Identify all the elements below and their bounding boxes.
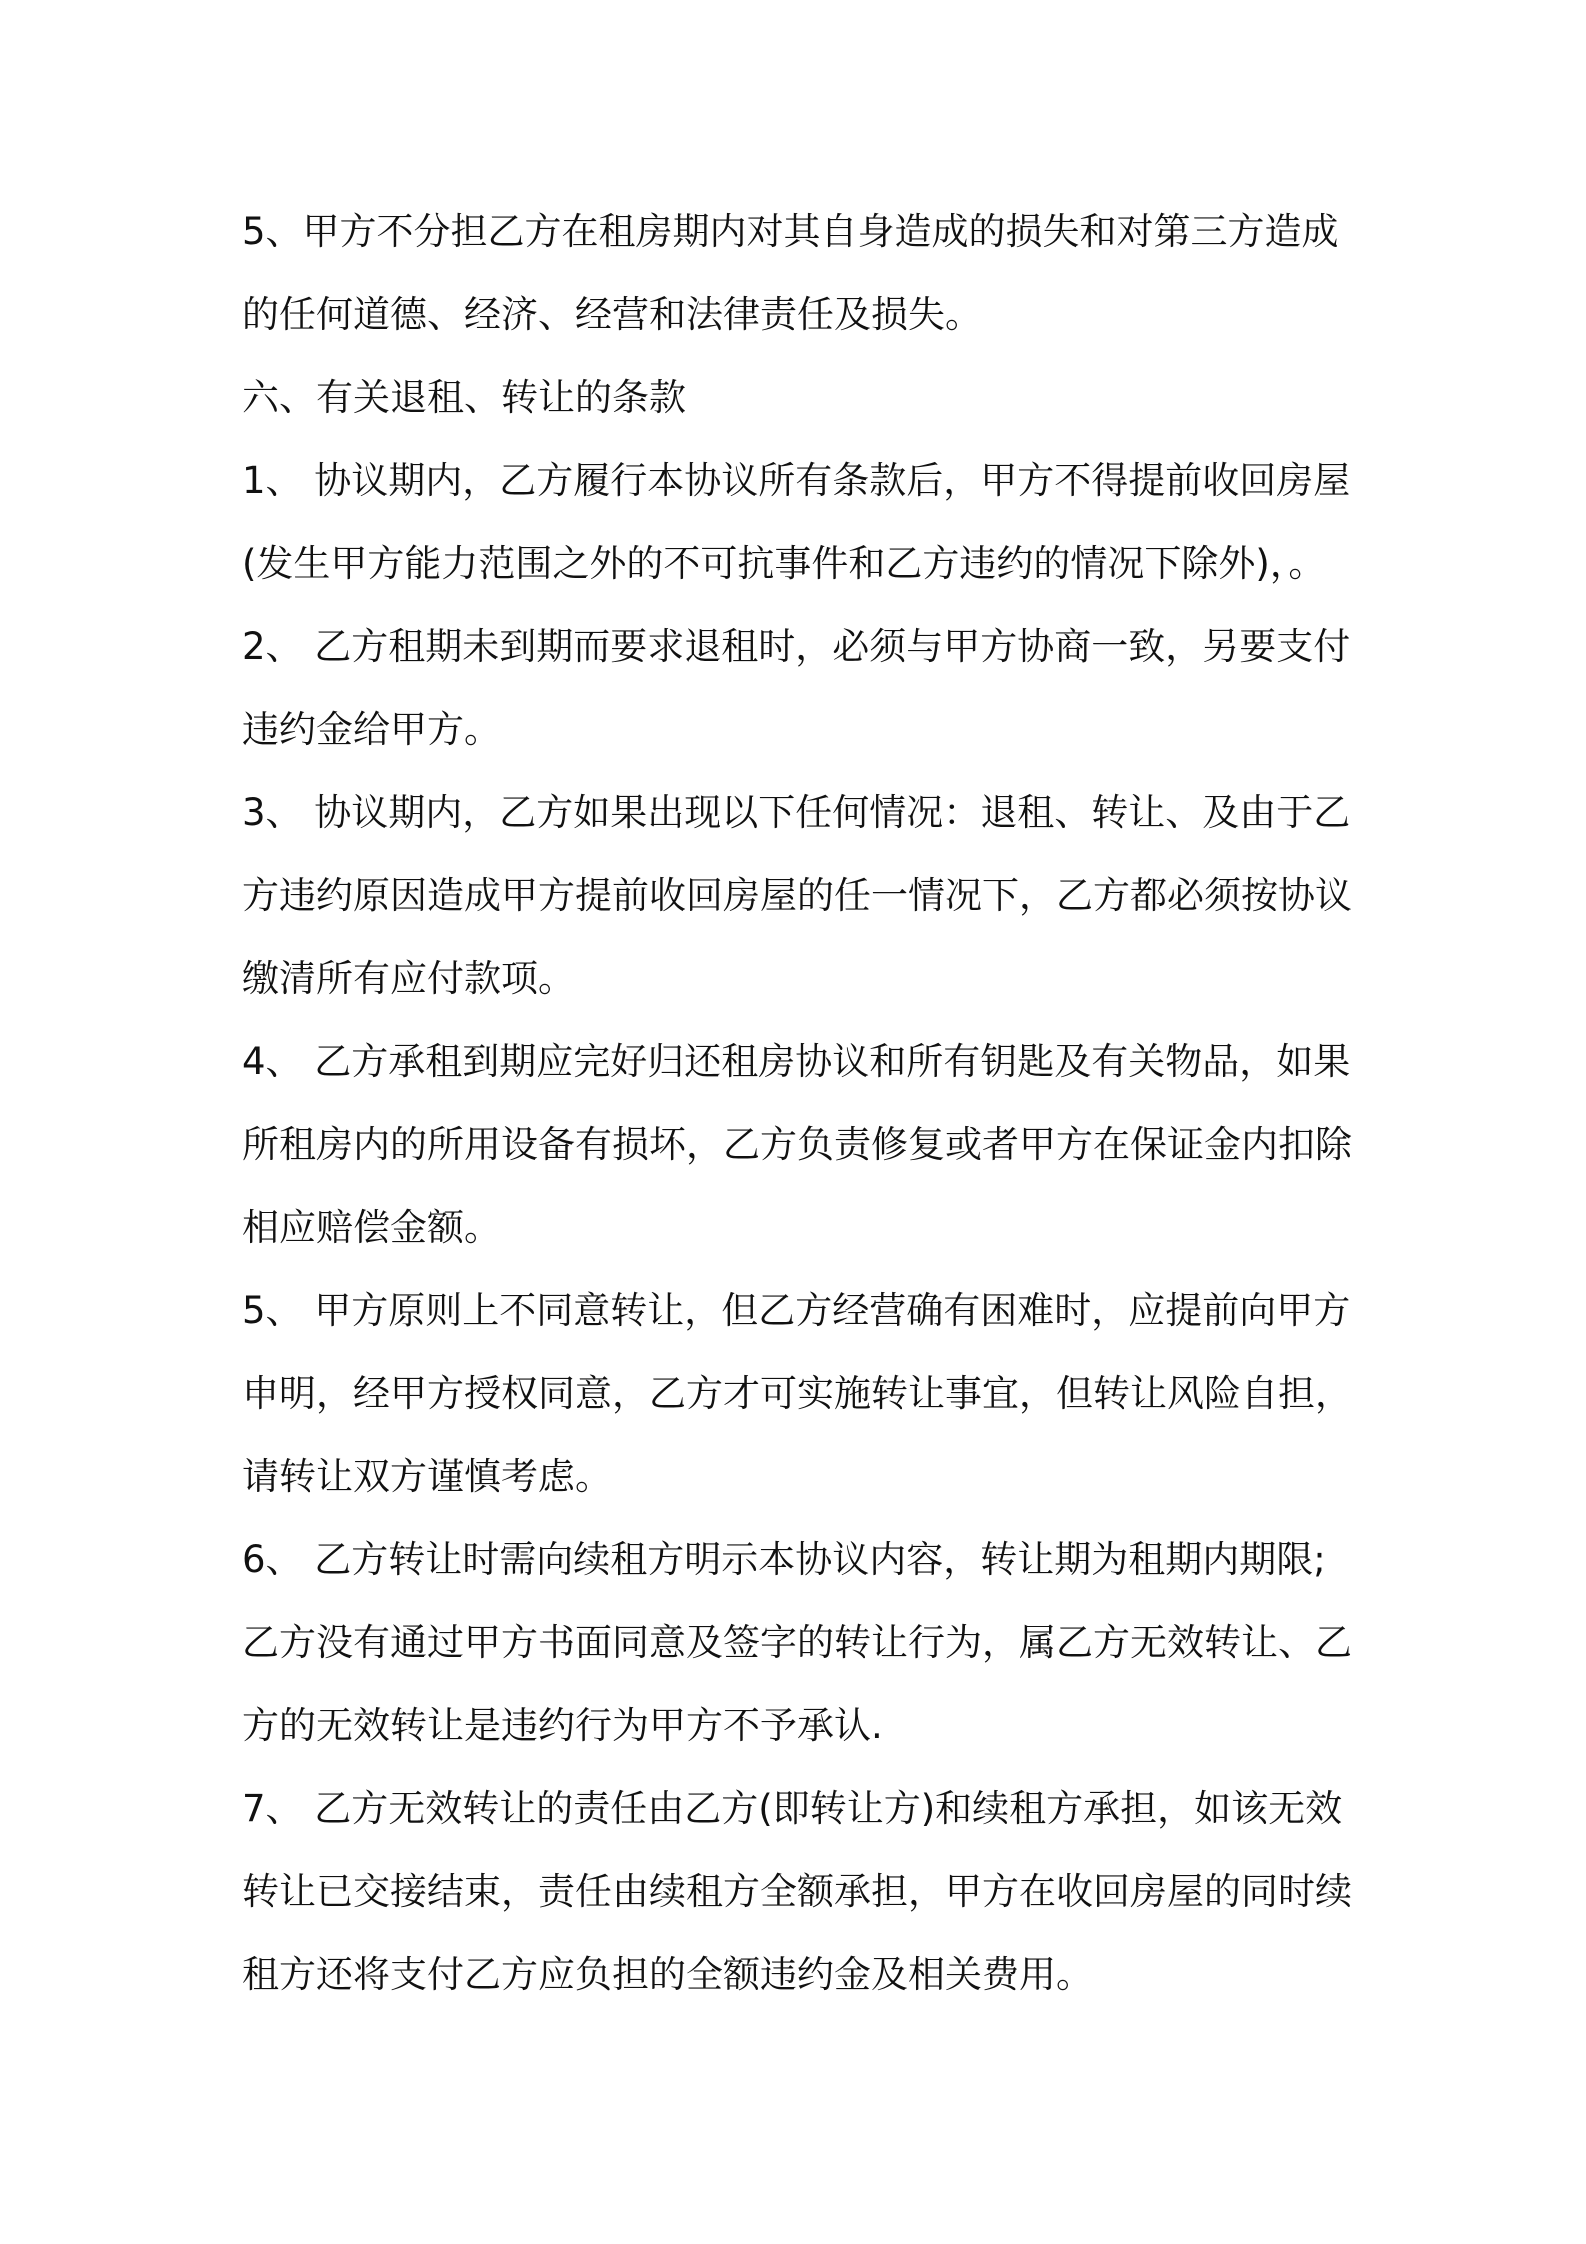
text-line: 方的无效转让是违约行为甲方不予承认. (242, 1704, 883, 1747)
text-line: 乙方没有通过甲方书面同意及签字的转让行为，属乙方无效转让、乙 (242, 1621, 1352, 1664)
section-heading: 六、有关退租、转让的条款 (242, 376, 686, 419)
text-line: 所租房内的所用设备有损坏，乙方负责修复或者甲方在保证金内扣除 (242, 1123, 1352, 1166)
document-body (242, 190, 1357, 2016)
text-line: 转让已交接结束，责任由续租方全额承担，甲方在收回房屋的同时续 (242, 1870, 1352, 1913)
text-line: 申明，经甲方授权同意，乙方才可实施转让事宜，但转让风险自担， (242, 1372, 1352, 1415)
text-line: 4、 乙方承租到期应完好归还租房协议和所有钥匙及有关物品，如果 (242, 1040, 1351, 1083)
text-line: 方违约原因造成甲方提前收回房屋的任一情况下，乙方都必须按协议 (242, 874, 1352, 917)
text-line: 租方还将支付乙方应负担的全额违约金及相关费用。 (242, 1953, 1093, 1996)
text-line: 的任何道德、经济、经营和法律责任及损失。 (242, 293, 982, 336)
text-line: 5、甲方不分担乙方在租房期内对其自身造成的损失和对第三方造成 (242, 210, 1339, 253)
text-line: 请转让双方谨慎考虑。 (242, 1455, 612, 1498)
text-line: 7、 乙方无效转让的责任由乙方(即转让方)和续租方承担，如该无效 (242, 1787, 1343, 1830)
text-line: 5、 甲方原则上不同意转让，但乙方经营确有困难时，应提前向甲方 (242, 1289, 1351, 1332)
text-line: (发生甲方能力范围之外的不可抗事件和乙方违约的情况下除外)，。 (242, 542, 1326, 585)
text-line: 2、 乙方租期未到期而要求退租时，必须与甲方协商一致，另要支付 (242, 625, 1351, 668)
text-line: 6、 乙方转让时需向续租方明示本协议内容，转让期为租期内期限; (242, 1538, 1326, 1581)
text-line: 相应赔偿金额。 (242, 1206, 501, 1249)
text-line: 缴清所有应付款项。 (242, 957, 575, 1000)
text-line: 违约金给甲方。 (242, 708, 501, 751)
text-line: 3、 协议期内，乙方如果出现以下任何情况：退租、转让、及由于乙 (242, 791, 1351, 834)
text-line: 1、 协议期内，乙方履行本协议所有条款后，甲方不得提前收回房屋 (242, 459, 1351, 502)
